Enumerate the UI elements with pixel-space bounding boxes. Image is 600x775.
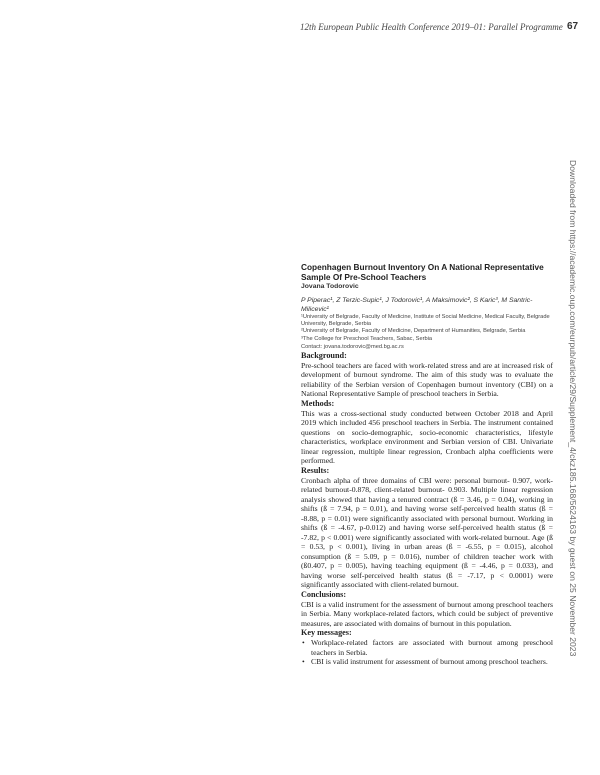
results-heading: Results:	[301, 465, 330, 475]
background-heading: Background:	[301, 350, 347, 360]
list-item	[301, 638, 553, 657]
contact-email: Contact: jovana.todorovic@med.bg.ac.rs	[301, 343, 404, 350]
affiliation: ¹University of Belgrade, Faculty of Medicine, Institute of Social Medicine, Medical Faculty, Belgrade University, Belgrade, Serbia	[301, 314, 550, 328]
author-list: P Piperac¹, Z Terzic-Supic¹, J Todorovic¹, A Maksimovic², S Karic³, M Santric-Milicevic¹	[301, 297, 533, 313]
key-messages-heading: Key messages:	[301, 628, 352, 638]
list-item	[301, 657, 553, 667]
key-message-text: CBI is valid instrument for assessment of burnout among preschool teachers.	[311, 657, 548, 667]
conclusions-heading: Conclusions:	[301, 589, 347, 599]
methods-heading: Methods:	[301, 398, 335, 408]
affiliation: ²University of Belgrade, Faculty of Medicine, Department of Humanities, Belgrade, Serbia	[301, 328, 526, 335]
running-head: 12th European Public Health Conference 2019–01: Parallel Programme	[300, 22, 563, 32]
abstract	[301, 262, 553, 667]
conclusions-text: CBI is a valid instrument for the assessment of burnout among preschool teachers in Serbia. Many workplace-related factors, which could be subject of preventive measures, are associated with domains of burnout in this population.	[301, 599, 553, 628]
abstract-title: Copenhagen Burnout Inventory On A National Representative Sample Of Pre-School Teachers	[301, 262, 544, 282]
download-side-note: Downloaded from https://academic.oup.com/eurpub/article/29/Supplement_4/ckz185.168/5624163 by guest on 25 November 2023	[568, 160, 578, 657]
results-text: Cronbach alpha of three domains of CBI were: personal burnout- 0.907, work-related burnout-0.878, client-related burnout- 0.903. Multiple linear regression analysis showed that having a tenured contract (ß = 3.46, p = 0.04), working in shifts (ß = 7.94, p = 0.01), and having worse self-perceived health status (ß = -8.88, p = 0.01) were significantly associated with personal burnout. Working in shifts (ß = -4.67, p-0.012) and having worse self-perceived health status (ß = -7.82, p < 0.001) were significantly associated with work-related burnout. Age (ß = 0.53, p < 0.001), living in urban areas (ß = -6.55, p = 0.015), alcohol consumption (ß = 5.09, p = 0.016), number of children teacher work with (ß0.407, p = 0.005), having teaching equipment (ß = -4.46, p = 0.033), and having worse self-perceived health status (ß = -7.17, p < 0.0001) were significantly associated with client-related burnout.	[301, 475, 553, 590]
bullet-icon: •	[302, 638, 305, 648]
background-text: Pre-school teachers are faced with work-related stress and are at increased risk of development of burnout syndrome. The aim of this study was to evaluate the reliability of the Serbian version of Copenhagen burnout inventory (CBI) on a National Representative Sample of preschool teachers in Serbia.	[301, 360, 553, 399]
affiliation: ³The College for Preschool Teachers, Sabac, Serbia	[301, 335, 433, 342]
key-message-text: Workplace-related factors are associated with burnout among preschool teachers in Serbia.	[311, 638, 553, 657]
page-number: 67	[567, 21, 579, 32]
key-messages-list	[301, 638, 553, 667]
bullet-icon: •	[302, 657, 305, 667]
presenter-name: Jovana Todorovic	[301, 283, 359, 290]
methods-text: This was a cross-sectional study conducted between October 2018 and April 2019 which included 456 preschool teachers in Serbia. The instrument contained questions on socio-demographic, socio-economic characteristics, lifestyle characteristics, workplace environment and Serbian version of CBI. Univariate linear regression, multiple linear regression, Cronbach alpha coefficients were performed.	[301, 408, 553, 466]
